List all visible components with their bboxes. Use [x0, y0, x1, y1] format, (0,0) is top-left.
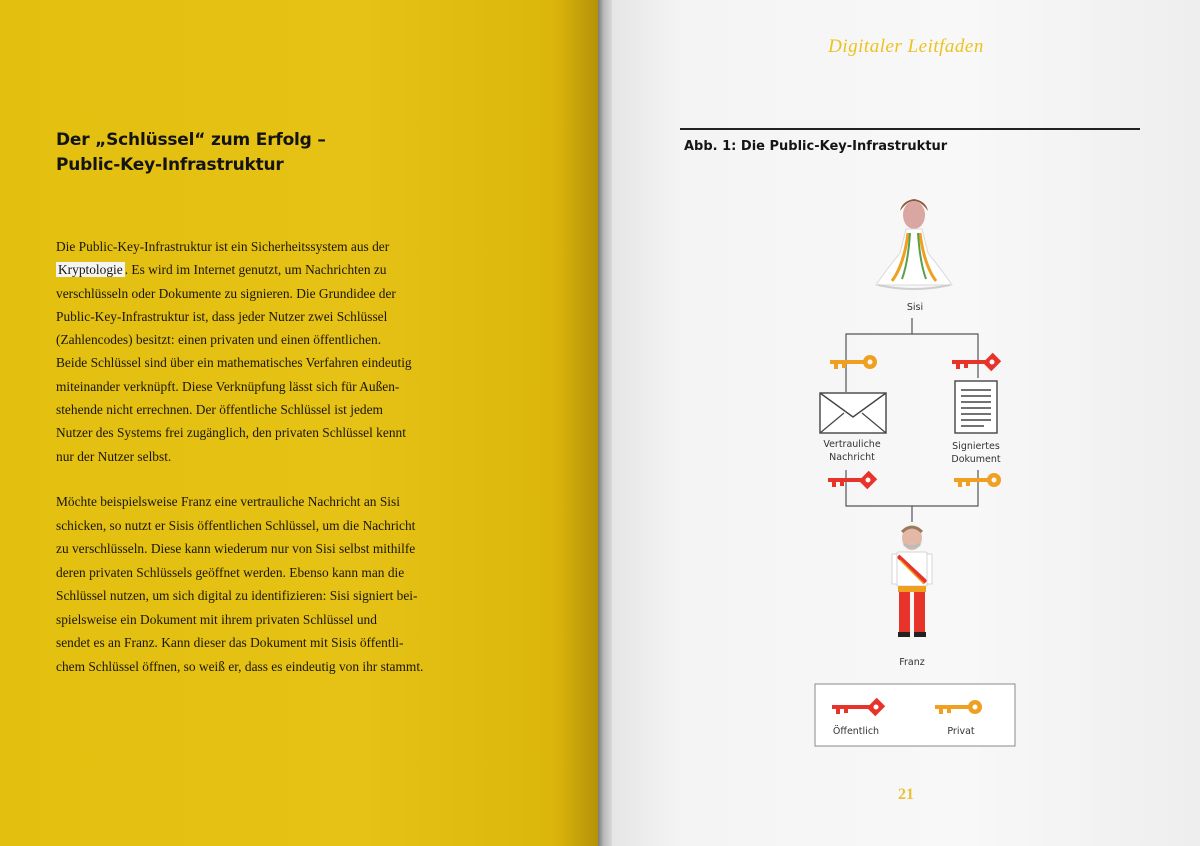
sisi-label: Sisi	[906, 302, 924, 313]
paragraph-line: Schlüssel nutzen, um sich digital zu identifizieren: Sisi signiert bei-	[56, 588, 418, 603]
left-page	[0, 0, 598, 846]
left-item-label-1: Vertrauliche	[823, 439, 881, 450]
paragraph-line	[56, 258, 516, 281]
document-icon	[955, 381, 997, 433]
paragraph-line: miteinander verknüpft. Diese Verknüpfung lässt sich für Außen-	[56, 378, 400, 394]
legend-public-label: Öffentlich	[832, 726, 880, 737]
legend	[815, 684, 1015, 746]
public-key-icon	[830, 355, 877, 369]
paragraph-line: schicken, so nutzt er Sisis öffentlichen Schlüssel, um die Nachricht	[56, 517, 416, 533]
paragraph-line-rest: . Es wird im Internet genutzt, um Nachrichten zu	[124, 262, 387, 278]
paragraph-line: spielsweise ein Dokument mit ihrem privaten Schlüssel und	[56, 611, 377, 627]
legend-private-label: Privat	[947, 726, 975, 737]
paragraph-line: chem Schlüssel öffnen, so weiß er, dass es eindeutig von ihr stammt.	[56, 658, 424, 674]
paragraph-line: Nutzer des Systems frei zugänglich, den privaten Schlüssel kennt	[56, 425, 406, 441]
franz-figure	[892, 526, 932, 637]
heading-line-1: Der „Schlüssel“ zum Erfolg –	[56, 130, 326, 150]
heading-line-2: Public-Key-Infrastruktur	[56, 155, 284, 175]
paragraph-line: Beide Schlüssel sind über ein mathematisches Verfahren eindeutig	[56, 355, 412, 371]
body-paragraph-2	[56, 490, 516, 678]
paragraph-line: stehende nicht errechnen. Der öffentliche Schlüssel ist jedem	[56, 402, 383, 418]
franz-label: Franz	[899, 657, 925, 668]
paragraph-line: verschlüsseln oder Dokumente zu signieren. Die Grundidee der	[56, 285, 396, 301]
book-spine	[598, 0, 612, 846]
paragraph-line: deren privaten Schlüssels geöffnet werden. Ebenso kann man die	[56, 564, 405, 580]
paragraph-line: sendet es an Franz. Kann dieser das Dokument mit Sisis öffentli-	[56, 635, 404, 650]
left-item-label-2: Nachricht	[829, 452, 875, 463]
paragraph-line: (Zahlencodes) besitzt: einen privaten und einen öffentlichen.	[56, 332, 382, 348]
envelope-icon	[820, 393, 886, 433]
figure-caption: Abb. 1: Die Public-Key-Infrastruktur	[684, 139, 948, 154]
pki-diagram	[612, 0, 1200, 846]
chapter-heading	[56, 128, 476, 178]
paragraph-line: nur der Nutzer selbst.	[56, 448, 172, 464]
sisi-figure	[876, 199, 952, 289]
highlighted-term[interactable]: Kryptologie	[58, 262, 123, 278]
right-item-label-2: Dokument	[951, 454, 1001, 465]
running-head: Digitaler Leitfaden	[828, 36, 984, 57]
page-gutter-shadow	[558, 0, 598, 846]
paragraph-line: Public-Key-Infrastruktur ist, dass jeder Nutzer zwei Schlüssel	[56, 308, 388, 324]
paragraph-line: zu verschlüsseln. Diese kann wiederum nur von Sisi selbst mithilfe	[56, 541, 416, 556]
right-item-label-1: Signiertes	[952, 441, 1000, 452]
public-key-icon	[952, 353, 1001, 371]
page-number: 21	[898, 786, 914, 803]
right-page	[612, 0, 1200, 846]
paragraph-line: Die Public-Key-Infrastruktur ist ein Sicherheitssystem aus der	[56, 239, 390, 254]
public-key-icon	[828, 471, 877, 489]
paragraph-line: Möchte beispielsweise Franz eine vertrauliche Nachricht an Sisi	[56, 494, 400, 509]
body-paragraph-1	[56, 235, 516, 468]
